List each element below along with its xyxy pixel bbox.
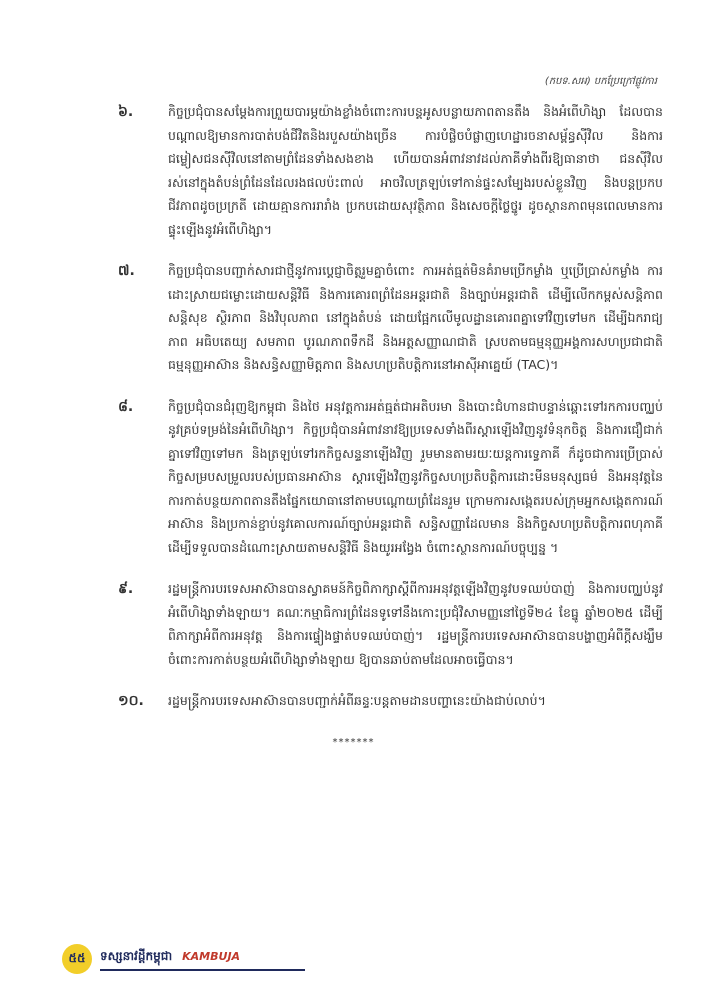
end-marker: ******* xyxy=(332,737,375,748)
footer-divider xyxy=(100,969,305,971)
paragraph-text: កិច្ចប្រជុំបានសម្តែងការព្រួយបារម្ភយ៉ាងខ្លាំងចំពោះការបន្តអូសបន្លាយភាពតានតឹង និងអំពើហិង្សា ដែលបានបណ្តាលឱ្យមានការបាត់បង់ជីវិតនិងរបួសយ៉ាងច្រើន ការបំផ្លិចបំផ្លាញហេដ្ឋារចនាសម្ព័ន្ធស៊ីវិល និងការជម្លៀសជនស៊ីវិលនៅតាមព្រំដែនទាំងសងខាង ហើយបានអំពាវនាវដល់ភាគីទាំងពីរឱ្យធានាថា ជនស៊ីវិលរស់នៅក្នុងតំបន់ព្រំដែនដែលរងផលប៉ះពាល់ អាចវិលត្រឡប់ទៅកាន់ផ្ទះសម្បែងរបស់ខ្លួនវិញ និងបន្តប្រកបជីវភាពដូចប្រក្រតី ដោយគ្មានការរារាំង ប្រកបដោយសុវត្ថិភាព និងសេចក្តីថ្លៃថ្នូរ ដូចស្ថានភាពមុនពេលមានការផ្ទុះឡើងនូវអំពើហិង្សា។ xyxy=(168,104,663,237)
page-number-badge: ៥៥ xyxy=(62,944,92,974)
document-body xyxy=(118,100,663,731)
paragraph-number: ៦. xyxy=(118,104,134,120)
footer-text xyxy=(100,948,305,971)
paragraph-10 xyxy=(118,689,663,713)
translation-note: (កបទ.សអ) បកប្រែក្រៅផ្លូវការ xyxy=(544,76,657,87)
paragraph-number: ១០. xyxy=(118,693,144,709)
paragraph-8 xyxy=(118,395,663,560)
paragraph-9 xyxy=(118,577,663,671)
paragraph-6 xyxy=(118,100,663,241)
paragraph-text: កិច្ចប្រជុំបានជំរុញឱ្យកម្ពុជា និងថៃ អនុវត្តការអត់ធ្មត់ជាអតិបរមា និងបោះជំហានជាបន្ទាន់ឆ្ពោះទៅរកការបញ្ឈប់នូវគ្រប់ទម្រង់នៃអំពើហិង្សា។ កិច្ចប្រជុំបានអំពាវនាវឱ្យប្រទេសទាំងពីរស្តារឡើងវិញនូវទំនុកចិត្ត និងការជឿជាក់គ្នាទៅវិញទៅមក និងត្រឡប់ទៅរកកិច្ចសន្ទនាឡើងវិញ រួមមានតាមរយៈយន្តការទ្វេភាគី ក៏ដូចជាការប្រើប្រាស់កិច្ចសម្របសម្រួលរបស់ប្រធានអាស៊ាន ស្តារឡើងវិញនូវកិច្ចសហប្រតិបត្តិការដោះមីនមនុស្សធម៌ និងអនុវត្តនៃការកាត់បន្ថយភាពតានតឹងផ្នែកយោធានៅតាមបណ្តោយព្រំដែនរួម ក្រោមការសង្កេតរបស់ក្រុមអ្នកសង្កេតការណ៍អាស៊ាន និងប្រកាន់ខ្ជាប់នូវគោលការណ៍ច្បាប់អន្តរជាតិ សន្ធិសញ្ញាដែលមាន និងកិច្ចសហប្រតិបត្តិការពហុភាគី ដើម្បីទទួលបានដំណោះស្រាយតាមសន្តិវិធី និងយូរអង្វែង ចំពោះស្ថានការណ៍បច្ចុប្បន្ន ។ xyxy=(168,398,663,555)
publication-brand: KAMBUJA xyxy=(182,949,241,963)
paragraph-number: ៩. xyxy=(118,581,134,597)
paragraph-text: រដ្ឋមន្ត្រីការបរទេសអាស៊ានបានស្វាគមន៍កិច្ចពិភាក្សាស្តីពីការអនុវត្តឡើងវិញនូវបទឈប់បាញ់ និងការបញ្ឈប់នូវអំពើហិង្សាទាំងឡាយ។ គណៈកម្មាធិការព្រំដែនទូទៅនឹងកោះប្រជុំវិសាមញ្ញនៅថ្ងៃទី២៤ ខែធ្នូ ឆ្នាំ២០២៥ ដើម្បីពិភាក្សាអំពីការអនុវត្ត និងការផ្ទៀងផ្ទាត់បទឈប់បាញ់។ រដ្ឋមន្ត្រីការបរទេសអាស៊ានបានបង្ហាញអំពីក្តីសង្ឃឹមចំពោះការកាត់បន្ថយអំពើហិង្សាទាំងឡាយ ឱ្យបានឆាប់តាមដែលអាចធ្វើបាន។ xyxy=(168,581,663,667)
paragraph-7 xyxy=(118,259,663,377)
publication-name: ទស្សនាវដ្តីកម្ពុជា xyxy=(100,948,173,963)
paragraph-text: កិច្ចប្រជុំបានបញ្ជាក់សារជាថ្មីនូវការប្តេជ្ញាចិត្តរួមគ្នាចំពោះ ការអត់ធ្មត់មិនគំរាមប្រើកម្លាំង ឬប្រើប្រាស់កម្លាំង ការដោះស្រាយជម្លោះដោយសន្តិវិធី និងការគោរពព្រំដែនអន្តរជាតិ និងច្បាប់អន្តរជាតិ ដើម្បីលើកកម្ពស់សន្តិភាព សន្តិសុខ ស្ថិរភាព និងវិបុលភាព នៅក្នុងតំបន់ ដោយផ្អែកលើមូលដ្ឋានគោរពគ្នាទៅវិញទៅមក ដើម្បីឯករាជ្យភាព អធិបតេយ្យ សមភាព បូរណភាពទឹកដី និងអត្តសញ្ញាណជាតិ ស្របតាមធម្មនុញ្ញអង្គការសហប្រជាជាតិ ធម្មនុញ្ញអាស៊ាន និងសន្ធិសញ្ញាមិត្តភាព និងសហប្រតិបត្តិការនៅអាស៊ីអាគ្នេយ៍ (TAC)។ xyxy=(168,263,663,372)
paragraph-text: រដ្ឋមន្ត្រីការបរទេសអាស៊ានបានបញ្ជាក់អំពីឆន្ទៈបន្តតាមដានបញ្ហានេះយ៉ាងជាប់លាប់។ xyxy=(168,693,546,708)
page-footer xyxy=(62,944,305,974)
paragraph-number: ៨. xyxy=(118,398,134,415)
footer-row xyxy=(100,948,305,966)
paragraph-number: ៧. xyxy=(118,263,135,279)
